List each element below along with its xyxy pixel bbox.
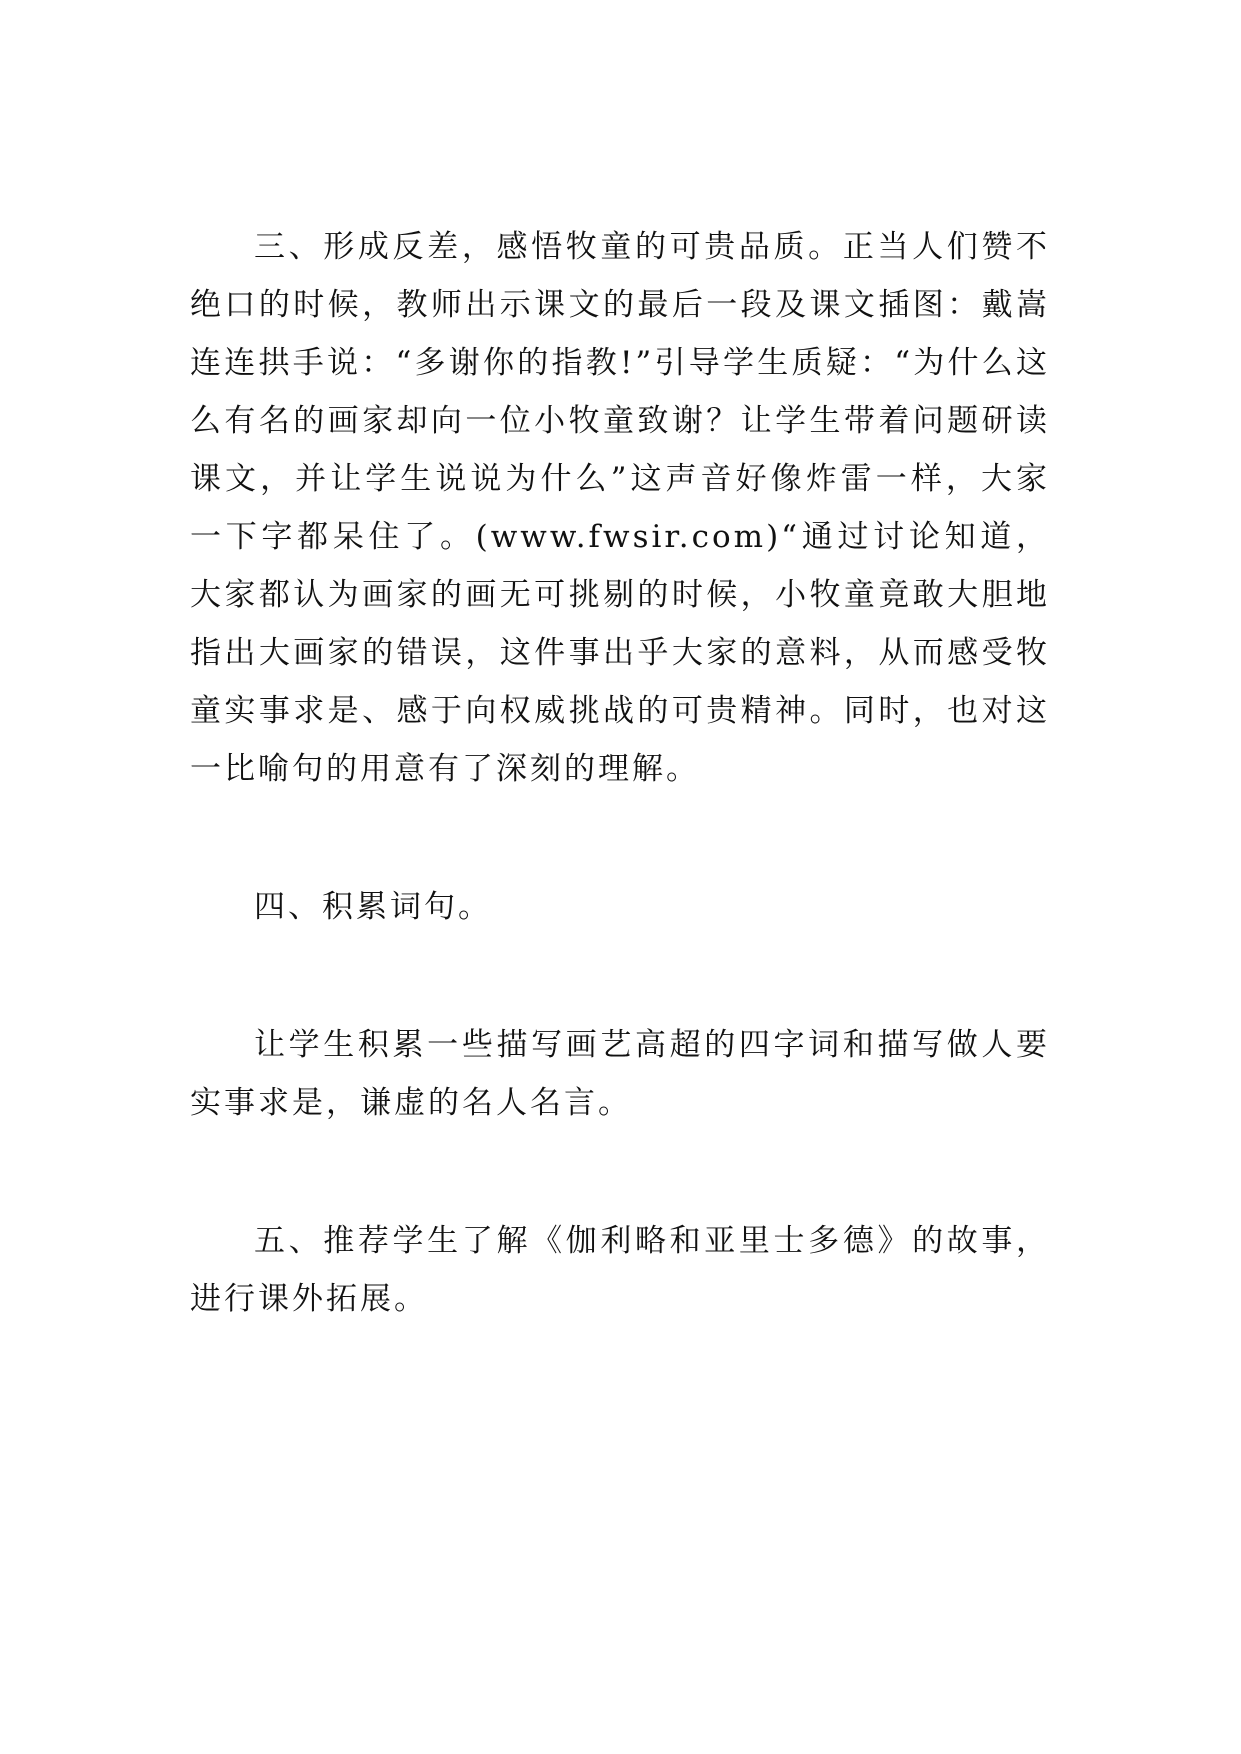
- paragraph-section-3: 三、形成反差，感悟牧童的可贵品质。正当人们赞不绝口的时候，教师出示课文的最后一段及课文插图：戴嵩连连拱手说：“多谢你的指教!”引导学生质疑：“为什么这么有名的画家却向一位小牧童致谢？让学生带着问题研读课文，并让学生说说为什么”这声音好像炸雷一样，大家一下字都呆住了。(www.fwsir.com)“通过讨论知道，大家都认为画家的画无可挑剔的时候，小牧童竟敢大胆地指出大画家的错误，这件事出乎大家的意料，从而感受牧童实事求是、感于向权威挑战的可贵精神。同时，也对这一比喻句的用意有了深刻的理解。: [190, 229, 1050, 787]
- document-body: [190, 218, 1050, 1328]
- paragraph-spacer: [190, 1132, 1050, 1212]
- paragraph-spacer: [190, 936, 1050, 1016]
- paragraph-section-4-heading: 四、积累词句。: [254, 889, 492, 925]
- paragraph-section-5: 五、推荐学生了解《伽利略和亚里士多德》的故事，进行课外拓展。: [190, 1223, 1050, 1317]
- paragraph-section-4-body: 让学生积累一些描写画艺高超的四字词和描写做人要实事求是，谦虚的名人名言。: [190, 1027, 1050, 1121]
- paragraph-spacer: [190, 798, 1050, 878]
